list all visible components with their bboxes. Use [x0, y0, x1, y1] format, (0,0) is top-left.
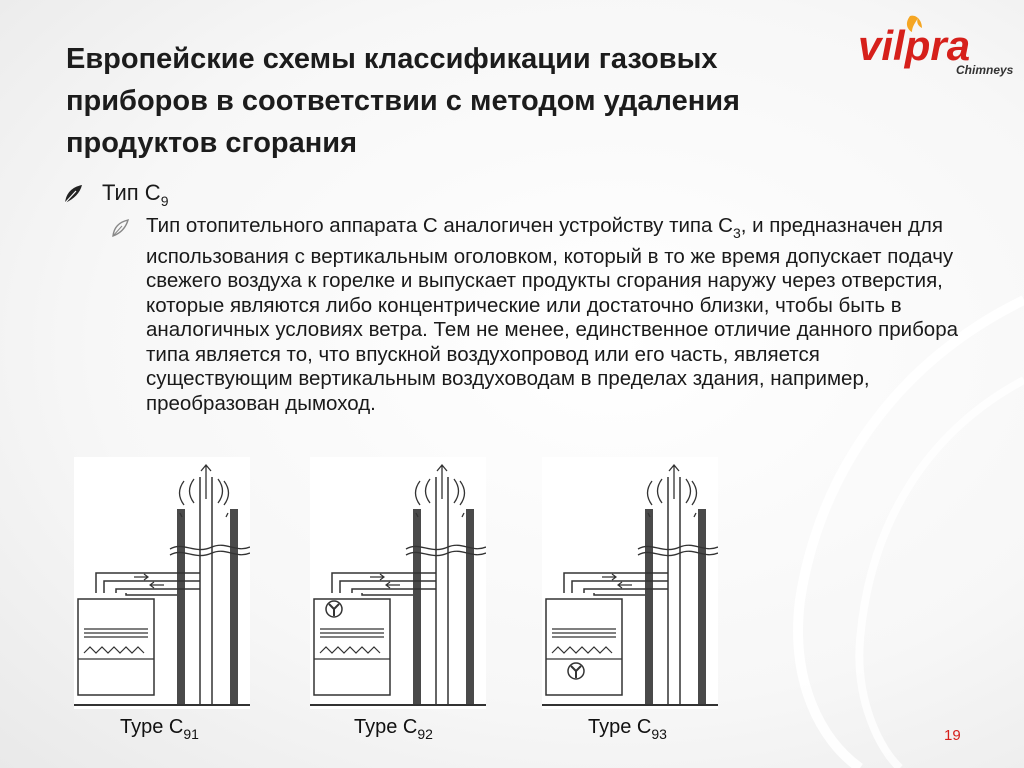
diagram-caption: Type $C_{92}$	[354, 716, 433, 742]
flue-diagram-1	[74, 457, 250, 709]
diagram-caption: Type $C_{91}$	[120, 716, 199, 742]
leaf-bullet-icon	[62, 183, 84, 205]
flue-schematic-icon	[542, 457, 718, 709]
flue-schematic-icon	[310, 457, 486, 709]
description-paragraph: Тип отопительного аппарата С аналогичен устройству типа $С_3$, и предназначен для использования с вертикальным оголовком, который в то же время допускает подачу свежего воздуха к горелке и выпускает продукты сгорания наружу через отверстия, которые являются либо концентрические или достаточно близки, чтобы быть в аналогичных условиях ветра. Тем не менее, единственное отличие данного прибора типа является то, что впускной воздухопровод или его часть, является существующим вертикальным воздуховодам в пределах здания, например, преобразован дымоход.	[146, 214, 959, 415]
fan-icon	[568, 663, 584, 679]
slide-title: Европейские схемы классификации газовых приборов в соответствии с методом удаления продуктов сгорания	[66, 43, 740, 159]
flue-diagram-2	[310, 457, 486, 709]
fan-icon	[326, 601, 342, 617]
page-number: 19	[944, 727, 961, 744]
flue-diagram-3	[542, 457, 718, 709]
bullet-label: Тип $С_9$	[102, 180, 169, 210]
leaf-outline-bullet-icon	[110, 218, 130, 238]
logo-sub: Chimneys	[956, 63, 1014, 77]
diagram-caption: Type $C_{93}$	[588, 716, 667, 742]
flue-schematic-icon	[74, 457, 250, 709]
vilpra-logo	[852, 8, 1020, 82]
bullet-type-c9	[62, 180, 168, 208]
bullet-description	[110, 214, 970, 416]
logo-word: vilpra	[858, 22, 971, 69]
